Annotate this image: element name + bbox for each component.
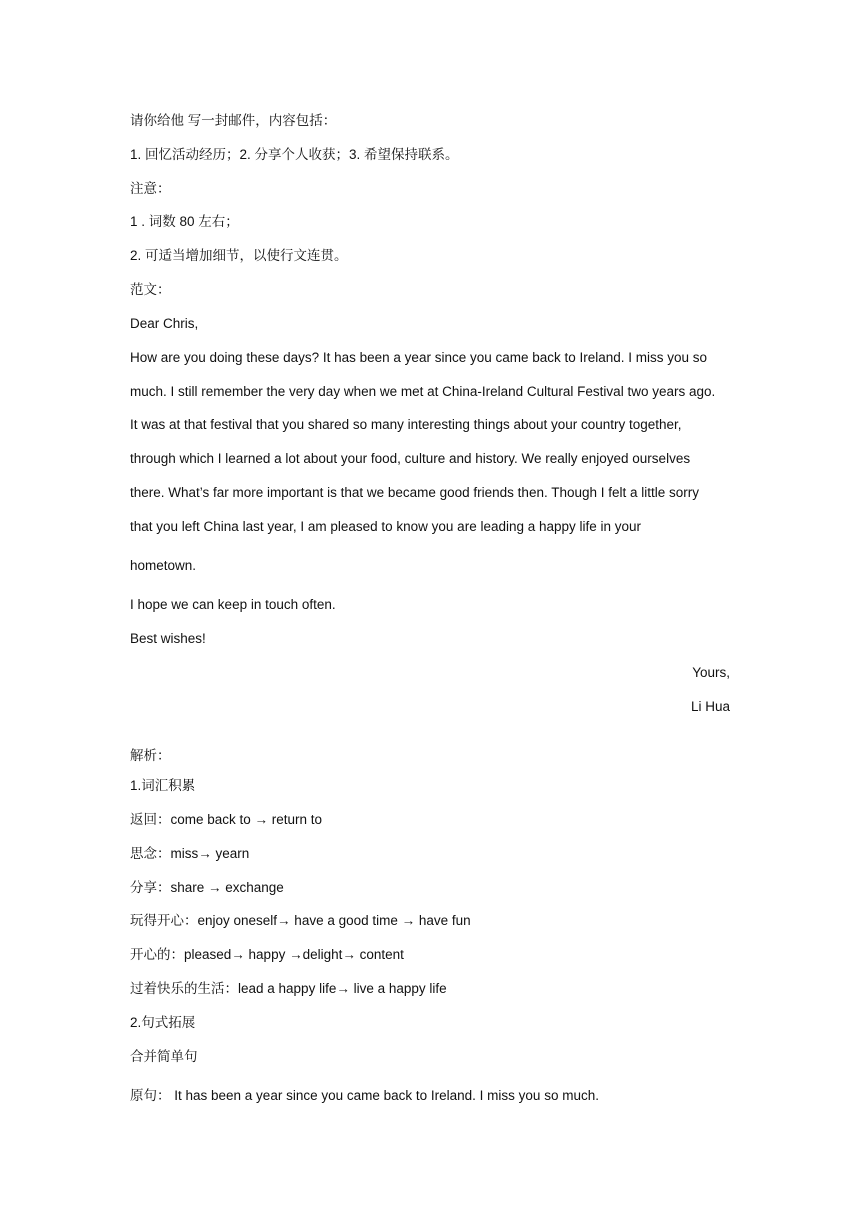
vocab-item: 思念：miss→ yearn [130, 846, 250, 861]
vocab-item: 开心的：pleased→ happy →delight→ content [130, 947, 404, 962]
letter-body-line: much. I still remember the very day when we met at China-Ireland Cultural Festival two years ago. [130, 384, 716, 399]
letter-body-line: How are you doing these days? It has been a year since you came back to Ireland. I miss you so [130, 350, 708, 365]
letter-body-line: there. What’s far more important is that we became good friends then. Though I felt a little sorry [130, 485, 700, 500]
sample-label: 范文： [130, 282, 171, 297]
letter-signature: Li Hua [690, 699, 730, 714]
letter-body-line: through which I learned a lot about your food, culture and history. We really enjoyed ourselves [130, 451, 691, 466]
letter-closing-paragraph: I hope we can keep in touch often. [130, 597, 336, 612]
analysis-label: 解析： [130, 748, 171, 763]
sentence-heading: 2.句式拓展 [130, 1015, 196, 1030]
note-1: 1 . 词数 80 左右； [130, 214, 239, 229]
note-label: 注意： [130, 181, 171, 196]
instruction-prompt: 请你给他 写一封邮件，内容包括： [130, 113, 337, 128]
letter-body-line: hometown. [130, 558, 197, 573]
letter-best-wishes: Best wishes! [130, 631, 206, 646]
letter-salutation: Dear Chris, [130, 316, 199, 331]
letter-body-line: that you left China last year, I am pleased to know you are leading a happy life in your [130, 519, 642, 534]
vocab-item: 玩得开心：enjoy oneself→ have a good time → have fun [130, 913, 471, 928]
combine-heading: 合并简单句 [130, 1049, 198, 1064]
letter-sign-off: Yours, [692, 665, 730, 680]
letter-body-line: It was at that festival that you shared so many interesting things about your country together, [130, 417, 682, 432]
original-sentence: 原句： It has been a year since you came back to Ireland. I miss you so much. [130, 1088, 599, 1103]
instruction-points: 1. 回忆活动经历；2. 分享个人收获；3. 希望保持联系。 [130, 147, 459, 162]
vocab-heading: 1.词汇积累 [130, 778, 196, 793]
vocab-item: 分享：share → exchange [130, 880, 284, 895]
vocab-item: 过着快乐的生活：lead a happy life→ live a happy life [130, 981, 447, 996]
note-2: 2. 可适当增加细节，以使行文连贯。 [130, 248, 348, 263]
vocab-item: 返回：come back to → return to [130, 812, 323, 827]
